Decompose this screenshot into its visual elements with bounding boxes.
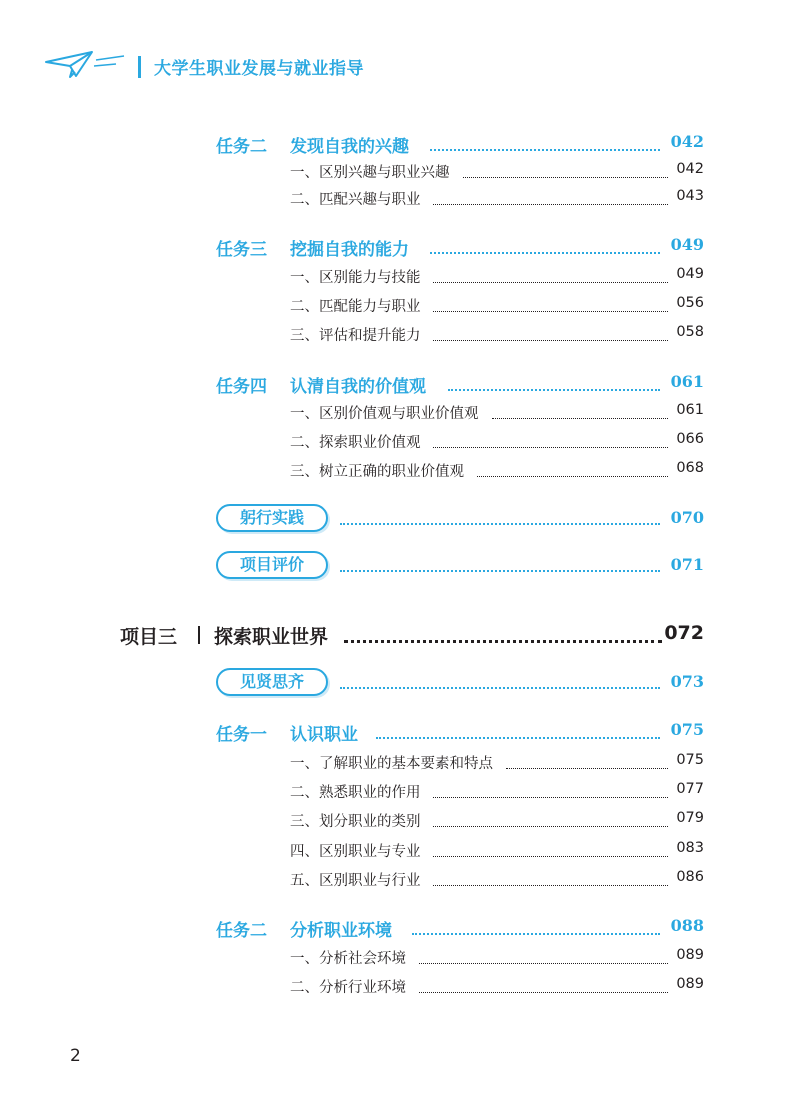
- page-ref: 049: [670, 235, 704, 254]
- dot-leader: [433, 826, 668, 827]
- subsection-title: 四、区别职业与专业: [290, 844, 421, 860]
- toc-entry-sub[interactable]: [0, 264, 800, 290]
- subsection-title: 三、划分职业的类别: [290, 814, 421, 830]
- dot-leader: [419, 992, 668, 993]
- toc-entry-sub[interactable]: [0, 838, 800, 864]
- page-ref: 056: [676, 295, 704, 311]
- subsection-title: 三、树立正确的职业价值观: [290, 464, 464, 480]
- subsection-title: 一、了解职业的基本要素和特点: [290, 756, 493, 772]
- dot-leader: [433, 340, 668, 341]
- toc-entry-sub[interactable]: [0, 322, 800, 348]
- project-label: 项目三: [120, 626, 178, 648]
- book-title: 大学生职业发展与就业指导: [154, 59, 364, 79]
- toc-entry-task[interactable]: [0, 372, 800, 398]
- toc-entry-task[interactable]: [0, 132, 800, 158]
- toc-entry-pill[interactable]: [0, 555, 800, 581]
- subsection-title: 二、分析行业环境: [290, 980, 406, 996]
- toc-entry-sub[interactable]: [0, 779, 800, 805]
- toc-entry-sub[interactable]: [0, 429, 800, 455]
- toc-entry-sub[interactable]: [0, 186, 800, 212]
- subsection-title: 一、区别价值观与职业价值观: [290, 406, 479, 422]
- toc-entry-sub[interactable]: [0, 400, 800, 426]
- dot-leader: [477, 476, 668, 477]
- page-ref: 075: [670, 720, 704, 739]
- section-badge: 见贤思齐: [216, 668, 328, 696]
- dot-leader: [433, 885, 668, 886]
- dot-leader: [376, 737, 660, 739]
- toc-entry-sub[interactable]: [0, 945, 800, 971]
- page-ref: 070: [670, 508, 704, 527]
- dot-leader: [340, 570, 660, 572]
- page-ref: 043: [676, 188, 704, 204]
- page-ref: 066: [676, 431, 704, 447]
- task-label: 任务一: [216, 725, 267, 745]
- dot-leader: [340, 523, 660, 525]
- dot-leader: [430, 149, 660, 151]
- page-ref: 042: [676, 161, 704, 177]
- subsection-title: 三、评估和提升能力: [290, 328, 421, 344]
- toc-entry-sub[interactable]: [0, 808, 800, 834]
- dot-leader: [433, 311, 668, 312]
- dot-leader: [344, 640, 662, 643]
- page-number: 2: [70, 1046, 81, 1066]
- project-title: 探索职业世界: [214, 626, 329, 648]
- toc-entry-sub[interactable]: [0, 974, 800, 1000]
- page-ref: 061: [670, 372, 704, 391]
- dot-leader: [433, 282, 668, 283]
- toc-entry-sub[interactable]: [0, 293, 800, 319]
- toc-entry-pill[interactable]: [0, 508, 800, 534]
- dot-leader: [463, 177, 668, 178]
- subsection-title: 一、区别能力与技能: [290, 270, 421, 286]
- subsection-title: 五、区别职业与行业: [290, 873, 421, 889]
- subsection-title: 二、熟悉职业的作用: [290, 785, 421, 801]
- toc-entry-project[interactable]: [0, 622, 800, 648]
- page-ref: 089: [676, 947, 704, 963]
- page-ref: 079: [676, 810, 704, 826]
- page-ref: 061: [676, 402, 704, 418]
- page-ref: 068: [676, 460, 704, 476]
- task-label: 任务四: [216, 377, 267, 397]
- page-ref: 077: [676, 781, 704, 797]
- page-ref: 086: [676, 869, 704, 885]
- page-ref: 075: [676, 752, 704, 768]
- page-ref: 071: [670, 555, 704, 574]
- subsection-title: 二、匹配能力与职业: [290, 299, 421, 315]
- toc-entry-sub[interactable]: [0, 159, 800, 185]
- dot-leader: [506, 768, 668, 769]
- page-ref: 072: [664, 622, 704, 644]
- page-ref: 058: [676, 324, 704, 340]
- section-badge: 项目评价: [216, 551, 328, 579]
- task-title: 挖掘自我的能力: [290, 240, 409, 260]
- dot-leader: [433, 447, 668, 448]
- toc-entry-sub[interactable]: [0, 458, 800, 484]
- page-ref: 042: [670, 132, 704, 151]
- subsection-title: 二、探索职业价值观: [290, 435, 421, 451]
- dot-leader: [448, 389, 660, 391]
- dot-leader: [433, 204, 668, 205]
- running-header: [44, 44, 744, 88]
- section-badge: 躬行实践: [216, 504, 328, 532]
- task-title: 认清自我的价值观: [290, 377, 426, 397]
- toc-entry-sub[interactable]: [0, 867, 800, 893]
- dot-leader: [430, 252, 660, 254]
- paper-plane-icon: [44, 50, 128, 80]
- toc-entry-task[interactable]: [0, 235, 800, 261]
- subsection-title: 二、匹配兴趣与职业: [290, 192, 421, 208]
- task-title: 发现自我的兴趣: [290, 137, 409, 157]
- page-ref: 073: [670, 672, 704, 691]
- dot-leader: [433, 856, 668, 857]
- page-ref: 089: [676, 976, 704, 992]
- project-divider: [198, 626, 200, 644]
- toc-entry-task[interactable]: [0, 720, 800, 746]
- toc-entry-pill[interactable]: [0, 672, 800, 698]
- task-label: 任务二: [216, 921, 267, 941]
- dot-leader: [492, 418, 668, 419]
- dot-leader: [419, 963, 668, 964]
- subsection-title: 一、分析社会环境: [290, 951, 406, 967]
- dot-leader: [340, 687, 660, 689]
- dot-leader: [433, 797, 668, 798]
- toc-entry-task[interactable]: [0, 916, 800, 942]
- task-title: 分析职业环境: [290, 921, 392, 941]
- header-divider: [138, 56, 141, 78]
- dot-leader: [412, 933, 660, 935]
- page-ref: 083: [676, 840, 704, 856]
- page-ref: 049: [676, 266, 704, 282]
- toc-entry-sub[interactable]: [0, 750, 800, 776]
- task-label: 任务三: [216, 240, 267, 260]
- page-ref: 088: [670, 916, 704, 935]
- task-title: 认识职业: [290, 725, 358, 745]
- task-label: 任务二: [216, 137, 267, 157]
- subsection-title: 一、区别兴趣与职业兴趣: [290, 165, 450, 181]
